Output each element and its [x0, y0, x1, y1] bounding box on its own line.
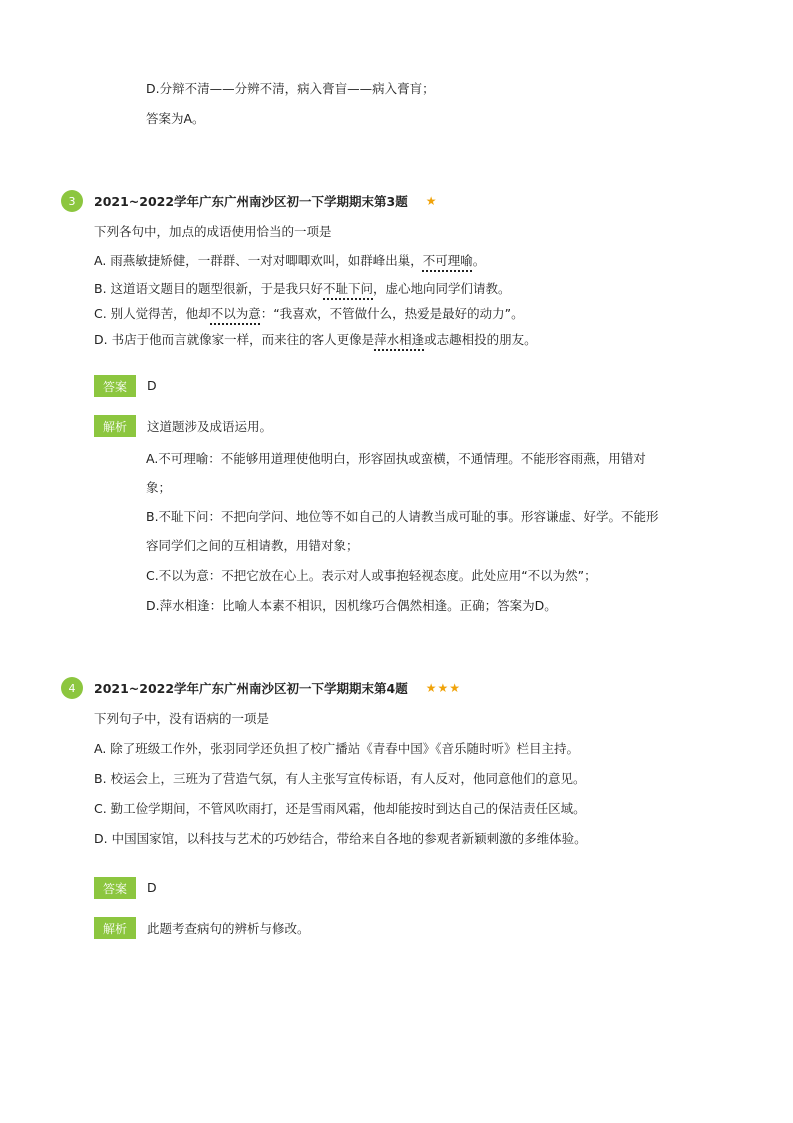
prev-answer: 答案为A。: [146, 111, 205, 126]
difficulty-stars: ★★★: [425, 681, 462, 695]
option-text: ：“我喜欢，不管做什么，热爱是最好的动力”。: [260, 306, 524, 321]
answer-value: D: [147, 378, 157, 393]
option-b: [94, 280, 511, 298]
option-text: 。: [472, 253, 486, 268]
option-a: A. 除了班级工作外，张羽同学还负担了校广播站《青春中国》《音乐随时听》栏目主持。: [94, 741, 580, 756]
analysis-tag: 解析: [94, 415, 136, 437]
option-text: 或志趣相投的朋友。: [424, 332, 537, 347]
answer-tag: 答案: [94, 375, 136, 397]
analysis-line: D.萍水相逢：比喻人本素不相识，因机缘巧合偶然相逢。正确；答案为D。: [146, 598, 557, 613]
question-number-badge: 4: [61, 677, 83, 699]
option-c: C. 勤工俭学期间，不管风吹雨打，还是雪雨风霜，他却能按时到达自己的保洁责任区域。: [94, 801, 586, 816]
analysis-line: 象；: [146, 480, 172, 495]
question-title: 2021~2022学年广东广州南沙区初一下学期期末第4题: [94, 681, 408, 696]
idiom: 萍水相逢: [374, 332, 425, 347]
question-3-header: [61, 190, 438, 212]
idiom: 不以为意: [210, 306, 261, 321]
option-d: [94, 331, 537, 349]
analysis-tag: 解析: [94, 917, 136, 939]
difficulty-stars: ★: [425, 194, 438, 208]
option-b: B. 校运会上，三班为了营造气氛，有人主张写宣传标语，有人反对，他同意他们的意见。: [94, 771, 586, 786]
question-4-header: [61, 677, 461, 699]
question-stem: 下列句子中，没有语病的一项是: [94, 711, 270, 726]
option-text: A. 雨燕敏捷矫健，一群群、一对对唧唧欢叫，如群峰出巢，: [94, 253, 423, 268]
option-text: B. 这道语文题目的题型很新，于是我只好: [94, 281, 324, 296]
prev-option-d: D.分辩不清——分辨不清，病入膏盲——病入膏肓；: [146, 81, 435, 96]
analysis-intro: 这道题涉及成语运用。: [147, 419, 273, 434]
analysis-line: C.不以为意：不把它放在心上。表示对人或事抱轻视态度。此处应用“不以为然”；: [146, 568, 597, 583]
idiom: 不耻下问: [323, 281, 374, 296]
question-number-badge: 3: [61, 190, 83, 212]
answer-value: D: [147, 880, 157, 895]
analysis-intro: 此题考查病句的辨析与修改。: [147, 921, 310, 936]
option-a: [94, 252, 485, 270]
analysis-line: A.不可理喻：不能够用道理使他明白，形容固执或蛮横，不通情理。不能形容雨燕，用错对: [146, 451, 646, 466]
option-text: D. 书店于他而言就像家一样，而来往的客人更像是: [94, 332, 375, 347]
idiom: 不可理喻: [422, 253, 473, 268]
dotted-idiom: [423, 253, 473, 268]
analysis-line: B.不耻下问：不把向学问、地位等不如自己的人请教当成可耻的事。形容谦虚、好学。不能形: [146, 509, 659, 524]
option-c: [94, 305, 524, 323]
analysis-line: 容同学们之间的互相请教，用错对象；: [146, 538, 359, 553]
answer-tag: 答案: [94, 877, 136, 899]
option-d: D. 中国国家馆，以科技与艺术的巧妙结合，带给来自各地的参观者新颖刺激的多维体验。: [94, 831, 587, 846]
option-text: C. 别人觉得苦，他却: [94, 306, 211, 321]
question-stem: 下列各句中，加点的成语使用恰当的一项是: [94, 224, 332, 239]
option-text: ，虚心地向同学们请教。: [373, 281, 511, 296]
question-title: 2021~2022学年广东广州南沙区初一下学期期末第3题: [94, 194, 408, 209]
